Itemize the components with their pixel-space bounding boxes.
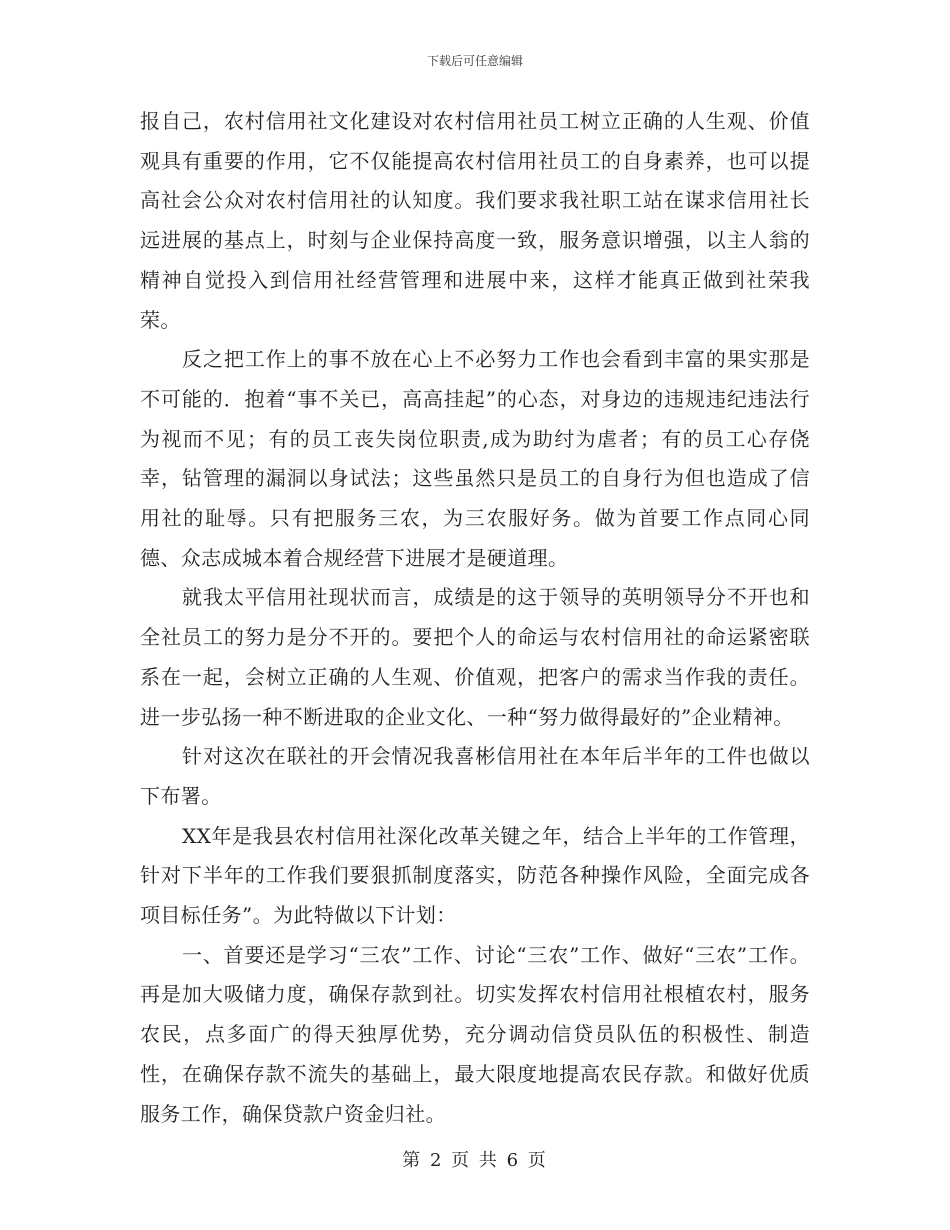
paragraph: XX年是我县农村信用社深化改革关键之年，结合上半年的工作管理，针对下半年的工作我们要狠抓制度落实，防范各种操作风险，全面完成各项目标任务”。为此特做以下计划： — [140, 823, 810, 928]
paragraph: 反之把工作上的事不放在心上不必努力工作也会看到丰富的果实那是不可能的．抱着“事不关已，高高挂起”的心态，对身边的违规违纪违法行为视而不见；有的员工丧失岗位职责,成为助纣为虐者；有的员工心存侥幸，钻管理的漏洞以身试法；这些虽然只是员工的自身行为但也造成了信用社的耻辱。只有把服务三农，为三农服好务。做为首要工作点同心同德、众志成城本着合规经营下进展才是硬道理。 — [140, 347, 810, 570]
paragraph-continuation: 报自己，农村信用社文化建设对农村信用社员工树立正确的人生观、价值观具有重要的作用，它不仅能提高农村信用社员工的自身素养，也可以提高社会公众对农村信用社的认知度。我们要求我社职工站在谋求信用社长远进展的基点上，时刻与企业保持高度一致，服务意识增强，以主人翁的精神自觉投入到信用社经营管理和进展中来，这样才能真正做到社荣我荣。 — [140, 109, 810, 332]
paragraph: 针对这次在联社的开会情况我喜彬信用社在本年后半年的工件也做以下布署。 — [140, 744, 810, 808]
paragraph: 一、首要还是学习“三农”工作、讨论“三农”工作、做好“三农”工作。再是加大吸储力度，确保存款到社。切实发挥农村信用社根植农村，服务农民，点多面广的得天独厚优势，充分调动信贷员队伍的积极性、制造性，在确保存款不流失的基础上，最大限度地提高农民存款。和做好优质服务工作，确保贷款户资金归社。 — [140, 942, 810, 1126]
page-number: 第 2 页 共 6 页 — [402, 1150, 548, 1171]
paragraph: 就我太平信用社现状而言，成绩是的这于领导的英明领导分不开也和全社员工的努力是分不开的。要把个人的命运与农村信用社的命运紧密联系在一起，会树立正确的人生观、价值观，把客户的需求当作我的责任。进一步弘扬一种不断进取的企业文化、一种“努力做得最好的”企业精神。 — [140, 585, 810, 729]
page-header: 下载后可任意编辑 — [426, 54, 523, 68]
document-body — [140, 102, 810, 1134]
